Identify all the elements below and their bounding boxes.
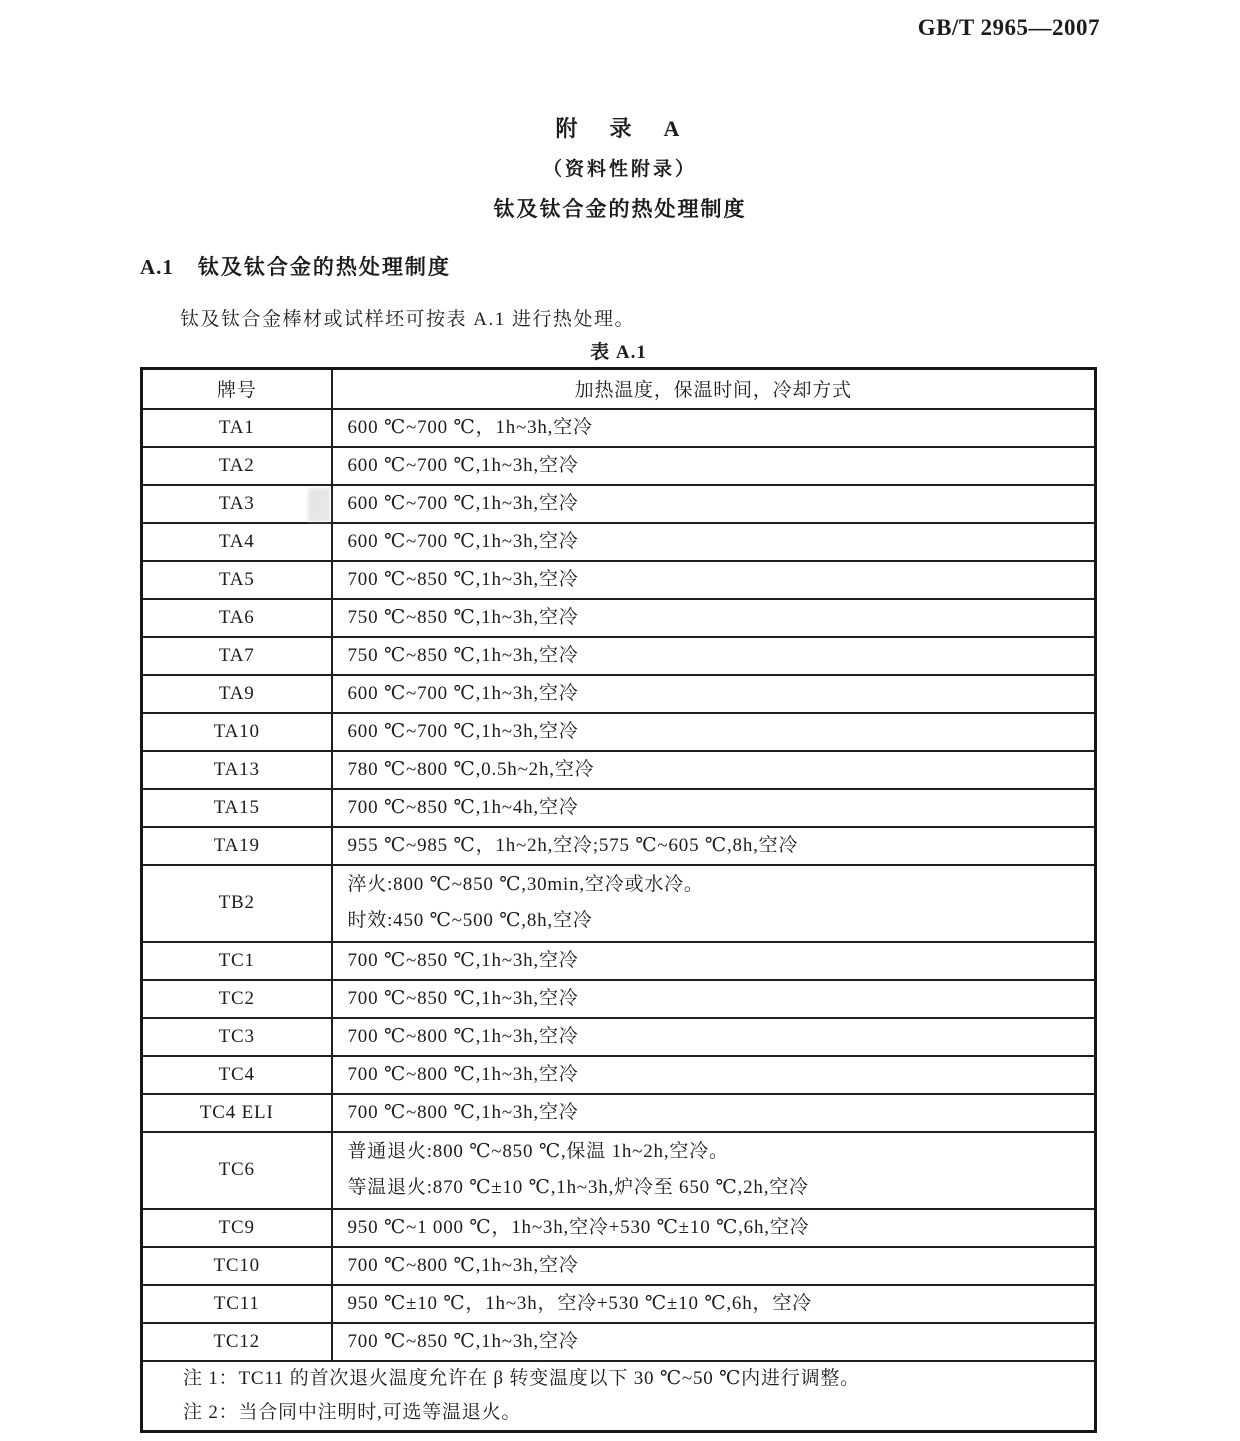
treatment-line: 750 ℃~850 ℃,1h~3h,空冷 — [347, 606, 579, 628]
grade-cell: TA1 — [142, 409, 332, 447]
treatment-line: 700 ℃~850 ℃,1h~4h,空冷 — [347, 796, 579, 818]
table-row — [142, 447, 1096, 485]
standard-number: GB/T 2965—2007 — [917, 15, 1100, 40]
treatment-line: 600 ℃~700 ℃,1h~3h,空冷 — [347, 720, 579, 742]
table-row — [142, 599, 1096, 637]
table-row — [142, 1094, 1096, 1132]
grade-cell: TC4 ELI — [142, 1094, 332, 1132]
treatment-cell — [332, 1056, 1096, 1094]
table-row — [142, 942, 1096, 980]
treatment-cell — [332, 523, 1096, 561]
scan-artifact — [308, 488, 330, 522]
table-row — [142, 789, 1096, 827]
appendix-heading-block — [0, 112, 1240, 223]
grade-cell: TC2 — [142, 980, 332, 1018]
table-row — [142, 827, 1096, 865]
table-row — [142, 980, 1096, 1018]
grade-cell: TC4 — [142, 1056, 332, 1094]
grade-cell: TA7 — [142, 637, 332, 675]
treatment-cell — [332, 637, 1096, 675]
treatment-cell — [332, 1132, 1096, 1209]
section-heading — [140, 251, 451, 281]
table-row — [142, 1209, 1096, 1247]
treatment-line: 780 ℃~800 ℃,0.5h~2h,空冷 — [347, 758, 595, 780]
treatment-cell — [332, 675, 1096, 713]
treatment-cell — [332, 599, 1096, 637]
treatment-cell — [332, 561, 1096, 599]
treatment-cell — [332, 485, 1096, 523]
treatment-cell — [332, 1285, 1096, 1323]
grade-cell: TA19 — [142, 827, 332, 865]
grade-cell: TC1 — [142, 942, 332, 980]
appendix-title: 附 录 A — [555, 116, 685, 141]
grade-cell: TA6 — [142, 599, 332, 637]
treatment-line: 700 ℃~800 ℃,1h~3h,空冷 — [347, 1025, 579, 1047]
treatment-line: 955 ℃~985 ℃，1h~2h,空冷;575 ℃~605 ℃,8h,空冷 — [347, 834, 799, 856]
note-line: 注 2：当合同中注明时,可选等温退火。 — [183, 1401, 522, 1423]
treatment-line: 600 ℃~700 ℃,1h~3h,空冷 — [347, 682, 579, 704]
appendix-subtitle: （资料性附录） — [542, 159, 697, 180]
treatment-line: 750 ℃~850 ℃,1h~3h,空冷 — [347, 644, 579, 666]
table-notes-row — [142, 1361, 1096, 1432]
treatment-cell — [332, 713, 1096, 751]
grade-cell: TC6 — [142, 1132, 332, 1209]
section-number: A.1 — [140, 255, 174, 279]
treatment-line: 700 ℃~850 ℃,1h~3h,空冷 — [347, 949, 579, 971]
table-row — [142, 713, 1096, 751]
grade-cell: TA15 — [142, 789, 332, 827]
grade-cell: TC10 — [142, 1247, 332, 1285]
treatment-cell — [332, 447, 1096, 485]
treatment-line: 700 ℃~850 ℃,1h~3h,空冷 — [347, 568, 579, 590]
treatment-cell — [332, 751, 1096, 789]
treatment-line: 700 ℃~850 ℃,1h~3h,空冷 — [347, 1330, 579, 1352]
table-header-row — [142, 369, 1096, 409]
table-row — [142, 1132, 1096, 1209]
treatment-line: 淬火:800 ℃~850 ℃,30min,空冷或水冷。 — [347, 874, 704, 895]
appendix-subject: 钛及钛合金的热处理制度 — [493, 197, 747, 221]
grade-cell: TA3 — [142, 485, 332, 523]
header-cell-treatment: 加热温度，保温时间，冷却方式 — [332, 369, 1096, 409]
treatment-line: 600 ℃~700 ℃，1h~3h,空冷 — [347, 416, 593, 438]
grade-cell: TA4 — [142, 523, 332, 561]
grade-cell: TA10 — [142, 713, 332, 751]
treatment-line: 700 ℃~850 ℃,1h~3h,空冷 — [347, 987, 579, 1009]
table-row — [142, 1018, 1096, 1056]
note-line: 注 1：TC11 的首次退火温度允许在 β 转变温度以下 30 ℃~50 ℃内进行调整。 — [183, 1367, 860, 1389]
treatment-line: 普通退火:800 ℃~850 ℃,保温 1h~2h,空冷。 — [347, 1141, 729, 1162]
treatment-cell — [332, 789, 1096, 827]
treatment-cell — [332, 827, 1096, 865]
treatment-line: 700 ℃~800 ℃,1h~3h,空冷 — [347, 1254, 579, 1276]
table-row — [142, 523, 1096, 561]
table-row — [142, 561, 1096, 599]
table-row — [142, 637, 1096, 675]
heat-treatment-table — [140, 367, 1097, 1433]
table-row — [142, 751, 1096, 789]
treatment-cell — [332, 942, 1096, 980]
table-row — [142, 1323, 1096, 1361]
treatment-cell — [332, 980, 1096, 1018]
grade-cell: TB2 — [142, 865, 332, 942]
treatment-cell — [332, 865, 1096, 942]
table-caption: 表 A.1 — [590, 342, 647, 363]
grade-cell: TC3 — [142, 1018, 332, 1056]
treatment-line: 时效:450 ℃~500 ℃,8h,空冷 — [347, 910, 593, 931]
table-row — [142, 1247, 1096, 1285]
treatment-cell — [332, 1094, 1096, 1132]
grade-cell: TA9 — [142, 675, 332, 713]
treatment-cell — [332, 1247, 1096, 1285]
table-row — [142, 409, 1096, 447]
treatment-line: 950 ℃~1 000 ℃，1h~3h,空冷+530 ℃±10 ℃,6h,空冷 — [347, 1216, 810, 1238]
treatment-line: 600 ℃~700 ℃,1h~3h,空冷 — [347, 530, 579, 552]
treatment-line: 600 ℃~700 ℃,1h~3h,空冷 — [347, 454, 579, 476]
treatment-line: 700 ℃~800 ℃,1h~3h,空冷 — [347, 1101, 579, 1123]
grade-cell: TC9 — [142, 1209, 332, 1247]
notes-cell — [142, 1361, 1096, 1432]
table-body — [142, 369, 1096, 1432]
treatment-line: 等温退火:870 ℃±10 ℃,1h~3h,炉冷至 650 ℃,2h,空冷 — [347, 1177, 809, 1198]
section-title: 钛及钛合金的热处理制度 — [197, 255, 451, 279]
grade-cell: TC11 — [142, 1285, 332, 1323]
grade-cell: TA5 — [142, 561, 332, 599]
grade-cell: TA13 — [142, 751, 332, 789]
treatment-cell — [332, 1323, 1096, 1361]
grade-cell: TA2 — [142, 447, 332, 485]
treatment-cell — [332, 409, 1096, 447]
table-row — [142, 865, 1096, 942]
table-row — [142, 1056, 1096, 1094]
treatment-cell — [332, 1018, 1096, 1056]
table-row — [142, 485, 1096, 523]
grade-cell: TC12 — [142, 1323, 332, 1361]
treatment-line: 700 ℃~800 ℃,1h~3h,空冷 — [347, 1063, 579, 1085]
table-row — [142, 675, 1096, 713]
header-cell-grade: 牌号 — [142, 369, 332, 409]
treatment-line: 600 ℃~700 ℃,1h~3h,空冷 — [347, 492, 579, 514]
table-row — [142, 1285, 1096, 1323]
treatment-line: 950 ℃±10 ℃，1h~3h，空冷+530 ℃±10 ℃,6h，空冷 — [347, 1292, 812, 1314]
treatment-cell — [332, 1209, 1096, 1247]
body-paragraph: 钛及钛合金棒材或试样坯可按表 A.1 进行热处理。 — [180, 309, 635, 330]
